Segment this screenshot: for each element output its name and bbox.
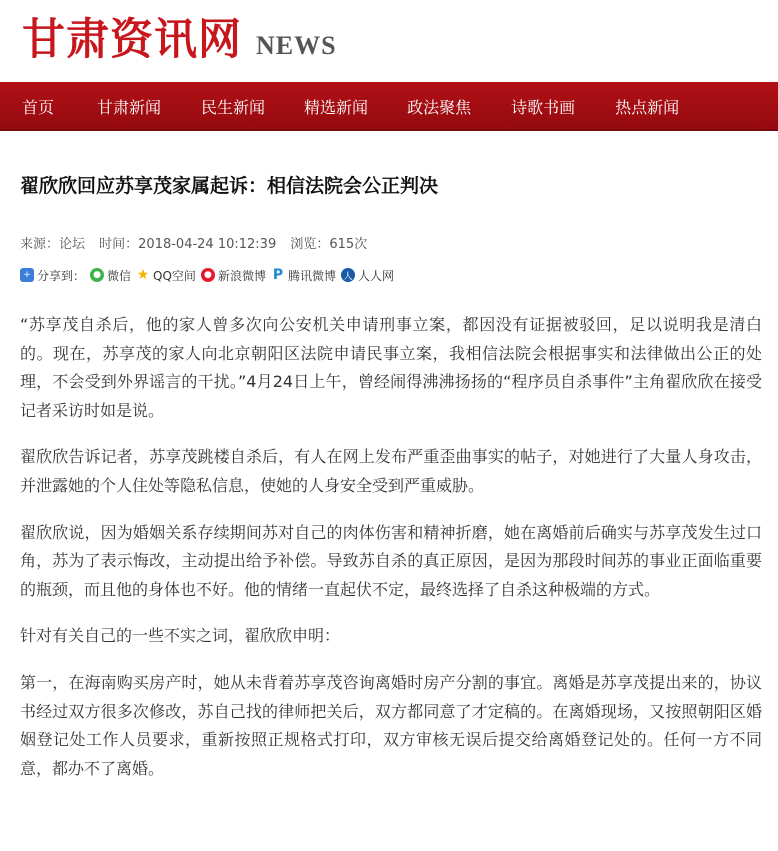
- site-logo[interactable]: [22, 14, 337, 66]
- article-source: 来源：论坛: [20, 237, 86, 252]
- wechat-icon: ●: [90, 268, 104, 282]
- qzone-icon: ★: [136, 267, 150, 283]
- site-header: [0, 0, 778, 82]
- share-renren-label: 人人网: [357, 268, 394, 283]
- article-title: 翟欣欣回应苏享茂家属起诉：相信法院会公正判决: [20, 175, 439, 197]
- share-qzone-label: QQ空间: [153, 268, 196, 283]
- share-tencent-weibo[interactable]: [271, 267, 336, 284]
- article-paragraph: 针对有关自己的一些不实之词，翟欣欣申明：: [20, 626, 341, 646]
- share-wechat-label: 微信: [107, 268, 132, 283]
- logo-english-text: NEWS: [256, 31, 337, 60]
- article-body: [20, 311, 762, 801]
- share-wechat[interactable]: [90, 267, 131, 284]
- share-renren[interactable]: [341, 267, 394, 284]
- logo-chinese-text: 甘肃资讯网: [22, 15, 242, 65]
- main-nav: [0, 82, 778, 131]
- share-menu[interactable]: [20, 267, 85, 284]
- nav-item-law-focus[interactable]: 政法聚焦: [407, 98, 472, 117]
- share-icon: +: [20, 268, 34, 282]
- renren-icon: 人: [341, 268, 355, 282]
- share-bar: [20, 265, 399, 285]
- weibo-icon: ●: [201, 268, 215, 282]
- nav-item-livelihood-news[interactable]: 民生新闻: [201, 98, 266, 117]
- article-time: 时间：2018-04-24 10:12:39: [99, 237, 277, 252]
- nav-item-selected-news[interactable]: 精选新闻: [304, 98, 369, 117]
- share-weibo-label: 新浪微博: [217, 268, 266, 283]
- article-paragraph: 翟欣欣说，因为婚姻关系存续期间苏对自己的肉体伤害和精神折磨，她在离婚前后确实与苏享茂发生过口角，苏为了表示悔改，主动提出给予补偿。导致苏自杀的真正原因，是因为那段时间苏的事业正面临重要的瓶颈，而且他的身体也不好。他的情绪一直起伏不定，最终选择了自杀这种极端的方式。: [20, 522, 762, 599]
- article-paragraph: 第一，在海南购买房产时，她从未背着苏享茂咨询离婚时房产分割的事宜。离婚是苏享茂提出来的，协议书经过双方很多次修改，苏自己找的律师把关后，双方都同意了才定稿的。在离婚现场，又按照朝阳区婚姻登记处工作人员要求，重新按照正规格式打印，双方审核无误后提交给离婚登记处的。任何一方不同意，都办不了离婚。: [20, 672, 762, 778]
- share-qzone[interactable]: [136, 267, 196, 284]
- share-label: 分享到：: [37, 268, 86, 283]
- nav-item-gansu-news[interactable]: 甘肃新闻: [97, 98, 162, 117]
- nav-item-home[interactable]: 首页: [22, 98, 55, 117]
- tencent-weibo-icon: P: [272, 267, 284, 283]
- article-meta: [20, 233, 377, 252]
- article-paragraph: 翟欣欣告诉记者，苏享茂跳楼自杀后，有人在网上发布严重歪曲事实的帖子，对她进行了大量人身攻击，并泄露她的个人住处等隐私信息，使她的人身安全受到严重威胁。: [20, 447, 762, 495]
- nav-item-poetry-art[interactable]: 诗歌书画: [511, 98, 576, 117]
- nav-item-hot-news[interactable]: 热点新闻: [615, 98, 680, 117]
- article-views: 浏览：615次: [290, 237, 368, 252]
- share-tencent-weibo-label: 腾讯微博: [287, 268, 336, 283]
- article-paragraph: “苏享茂自杀后，他的家人曾多次向公安机关申请刑事立案，都因没有证据被驳回，足以说明我是清白的。现在，苏享茂的家人向北京朝阳区法院申请民事立案，我相信法院会根据事实和法律做出公正的处理，不会受到外界谣言的干扰。”4月24日上午，曾经闹得沸沸扬扬的“程序员自杀事件”主角翟欣欣在接受记者采访时如是说。: [20, 315, 762, 420]
- share-weibo[interactable]: [201, 267, 266, 284]
